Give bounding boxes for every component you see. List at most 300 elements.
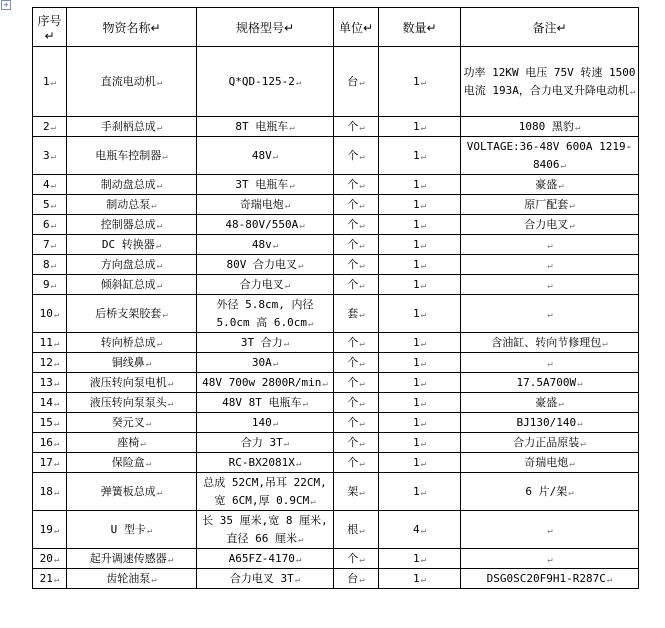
paragraph-mark: ↵ xyxy=(156,338,163,349)
table-row xyxy=(33,453,639,473)
paragraph-mark: ↵ xyxy=(359,122,365,133)
paragraph-mark: ↵ xyxy=(560,160,566,171)
cell-text: 14 xyxy=(39,395,53,409)
cell-name xyxy=(67,255,197,275)
cell-spec xyxy=(197,511,334,549)
paragraph-mark: ↵ xyxy=(53,525,60,536)
paragraph-mark: ↵ xyxy=(420,458,427,469)
table-row xyxy=(33,393,639,413)
cell-text: 座椅 xyxy=(117,435,140,449)
paragraph-mark: ↵ xyxy=(420,554,427,565)
cell-text: 方向盘总成 xyxy=(100,257,156,271)
cell-text: 奇瑞电炮 xyxy=(239,197,284,211)
paragraph-mark: ↵ xyxy=(359,438,365,449)
cell-text: 架 xyxy=(347,484,359,498)
cell-text: 1 xyxy=(412,415,420,429)
cell-qty xyxy=(379,275,461,295)
cell-text: 3T 合力 xyxy=(240,335,283,349)
paragraph-mark: ↵ xyxy=(53,358,60,369)
cell-text: 后桥支架胶套 xyxy=(95,306,162,320)
cell-text: 个 xyxy=(347,177,359,191)
cell-seq xyxy=(33,275,67,295)
paragraph-mark: ↵ xyxy=(50,200,57,211)
cell-text: 1 xyxy=(412,197,420,211)
paragraph-mark: ↵ xyxy=(50,260,57,271)
cell-qty xyxy=(379,175,461,195)
cell-note xyxy=(461,473,639,511)
header-unit: 单位↵ xyxy=(334,8,379,47)
header-name: 物资名称↵ xyxy=(67,8,197,47)
cell-unit xyxy=(334,215,379,235)
cell-text: 个 xyxy=(347,257,359,271)
paragraph-mark: ↵ xyxy=(547,280,553,291)
cell-text: 30A xyxy=(251,355,272,369)
paragraph-mark: ↵ xyxy=(547,309,553,320)
cell-text: 8 xyxy=(42,257,50,271)
cell-qty xyxy=(379,569,461,589)
cell-text: 48V 8T 电瓶车 xyxy=(222,395,302,409)
cell-text: 13 xyxy=(39,375,53,389)
cell-seq xyxy=(33,569,67,589)
paragraph-mark: ↵ xyxy=(558,398,564,409)
header-qty: 数量↵ xyxy=(379,8,461,47)
cell-text: 癸元叉 xyxy=(111,415,145,429)
cell-text: 台 xyxy=(347,571,359,585)
cell-text: 个 xyxy=(347,148,359,162)
paragraph-mark: ↵ xyxy=(289,122,295,133)
cell-seq xyxy=(33,453,67,473)
cell-note xyxy=(461,413,639,433)
cell-name xyxy=(67,413,197,433)
cell-text: 个 xyxy=(347,435,359,449)
cell-qty xyxy=(379,47,461,117)
cell-spec xyxy=(197,47,334,117)
cell-text: 外径 5.8cm, 内径 5.0cm 高 6.0cm xyxy=(216,297,314,329)
cell-unit xyxy=(334,137,379,175)
cell-text: 3 xyxy=(42,148,50,162)
paragraph-mark: ↵ xyxy=(569,458,575,469)
table-row xyxy=(33,433,639,453)
cell-name xyxy=(67,215,197,235)
cell-seq xyxy=(33,117,67,137)
paragraph-mark: ↵ xyxy=(602,338,608,349)
cell-text: 4 xyxy=(412,522,420,536)
cell-spec xyxy=(197,235,334,255)
paragraph-mark: ↵ xyxy=(289,180,295,191)
cell-seq xyxy=(33,373,67,393)
table-row xyxy=(33,569,639,589)
paragraph-mark: ↵ xyxy=(359,151,365,162)
cell-note xyxy=(461,511,639,549)
cell-name xyxy=(67,333,197,353)
paragraph-mark: ↵ xyxy=(420,525,427,536)
cell-text: 液压转向泵泵头 xyxy=(89,395,167,409)
cell-note xyxy=(461,453,639,473)
cell-text: 合力电叉 xyxy=(524,217,569,231)
paragraph-mark: ↵ xyxy=(359,574,365,585)
paragraph-mark: ↵ xyxy=(156,180,163,191)
cell-note xyxy=(461,569,639,589)
paragraph-mark: ↵ xyxy=(547,525,553,536)
paragraph-mark: ↵ xyxy=(580,438,586,449)
cell-text: 1 xyxy=(412,335,420,349)
cell-note xyxy=(461,295,639,333)
paragraph-mark: ↵ xyxy=(272,358,279,369)
table-row xyxy=(33,549,639,569)
paragraph-mark: ↵ xyxy=(272,240,279,251)
paragraph-mark: ↵ xyxy=(295,554,302,565)
table-row xyxy=(33,195,639,215)
cell-name xyxy=(67,235,197,255)
cell-text: 合力电叉 3T xyxy=(229,571,294,585)
cell-text: 转向桥总成 xyxy=(100,335,156,349)
cell-text: 1 xyxy=(412,571,420,585)
cell-name xyxy=(67,569,197,589)
cell-text: 套 xyxy=(347,306,359,320)
cell-unit xyxy=(334,255,379,275)
cell-text: 1 xyxy=(412,395,420,409)
cell-unit xyxy=(334,473,379,511)
paragraph-mark: ↵ xyxy=(420,487,427,498)
cell-qty xyxy=(379,413,461,433)
cell-text: VOLTAGE:36-48V 600A 1219-8406 xyxy=(466,139,633,171)
cell-unit xyxy=(334,353,379,373)
cell-spec xyxy=(197,393,334,413)
paragraph-mark: ↵ xyxy=(284,200,291,211)
cell-seq xyxy=(33,473,67,511)
cell-unit xyxy=(334,195,379,215)
cell-text: 奇瑞电炮 xyxy=(524,455,569,469)
cell-seq xyxy=(33,195,67,215)
cell-text: 140 xyxy=(251,415,272,429)
cell-spec xyxy=(197,175,334,195)
table-row xyxy=(33,373,639,393)
header-spec: 规格型号↵ xyxy=(197,8,334,47)
cell-text: 1 xyxy=(412,455,420,469)
paragraph-mark: ↵ xyxy=(577,378,583,389)
paragraph-mark: ↵ xyxy=(420,200,427,211)
cell-seq xyxy=(33,511,67,549)
cell-seq xyxy=(33,215,67,235)
cell-text: 1 xyxy=(412,119,420,133)
cell-spec xyxy=(197,117,334,137)
paragraph-mark: ↵ xyxy=(151,200,157,211)
cell-seq xyxy=(33,175,67,195)
cell-qty xyxy=(379,195,461,215)
paragraph-mark: ↵ xyxy=(569,220,575,231)
cell-text: 80V 合力电叉 xyxy=(226,257,298,271)
cell-text: Q*QD-125-2 xyxy=(228,74,295,88)
cell-note xyxy=(461,433,639,453)
cell-text: 48v xyxy=(251,237,272,251)
cell-qty xyxy=(379,295,461,333)
cell-qty xyxy=(379,433,461,453)
cell-text: 制动盘总成 xyxy=(100,177,156,191)
header-seq: 序号↵ xyxy=(33,8,67,47)
cell-text: 个 xyxy=(347,395,359,409)
cell-text: 1 xyxy=(412,148,420,162)
cell-text: 个 xyxy=(347,335,359,349)
cell-seq xyxy=(33,137,67,175)
cell-name xyxy=(67,195,197,215)
paragraph-mark: ↵ xyxy=(167,378,174,389)
cell-note xyxy=(461,549,639,569)
paragraph-mark: ↵ xyxy=(156,220,163,231)
paragraph-mark: ↵ xyxy=(53,438,60,449)
cell-text: 液压转向泵电机 xyxy=(89,375,167,389)
cell-name xyxy=(67,117,197,137)
cell-spec xyxy=(197,453,334,473)
cell-text: 12 xyxy=(39,355,53,369)
cell-text: RC-BX2081X xyxy=(228,455,295,469)
cell-qty xyxy=(379,511,461,549)
paragraph-mark: ↵ xyxy=(156,122,163,133)
cell-text: 铜线鼻 xyxy=(111,355,145,369)
paragraph-mark: ↵ xyxy=(359,200,365,211)
cell-seq xyxy=(33,353,67,373)
table-row xyxy=(33,215,639,235)
paragraph-mark: ↵ xyxy=(547,554,553,565)
cell-unit xyxy=(334,453,379,473)
cell-text: 3T 电瓶车 xyxy=(235,177,289,191)
paragraph-mark: ↵ xyxy=(359,358,365,369)
cell-spec xyxy=(197,373,334,393)
paragraph-mark: ↵ xyxy=(53,338,60,349)
cell-seq xyxy=(33,393,67,413)
cell-name xyxy=(67,473,197,511)
cell-text: 1 xyxy=(412,484,420,498)
cell-text: 手刹柄总成 xyxy=(100,119,156,133)
cell-text: 总成 52CM,吊耳 22CM, 宽 6CM,厚 0.9CM xyxy=(203,475,327,507)
table-move-handle-icon[interactable]: + xyxy=(1,0,11,10)
paragraph-mark: ↵ xyxy=(50,151,57,162)
paragraph-mark: ↵ xyxy=(420,260,427,271)
cell-spec xyxy=(197,275,334,295)
cell-name xyxy=(67,549,197,569)
paragraph-mark: ↵ xyxy=(53,487,60,498)
cell-text: 倾斜缸总成 xyxy=(100,277,156,291)
cell-qty xyxy=(379,215,461,235)
cell-text: 1 xyxy=(412,355,420,369)
cell-qty xyxy=(379,393,461,413)
paragraph-mark: ↵ xyxy=(359,220,365,231)
paragraph-mark: ↵ xyxy=(629,86,636,97)
paragraph-mark: ↵ xyxy=(298,534,304,545)
table-row xyxy=(33,295,639,333)
cell-note xyxy=(461,353,639,373)
paragraph-mark: ↵ xyxy=(359,418,365,429)
cell-text: 9 xyxy=(42,277,50,291)
paragraph-mark: ↵ xyxy=(420,338,427,349)
cell-text: 个 xyxy=(347,415,359,429)
paragraph-mark: ↵ xyxy=(272,418,279,429)
cell-note xyxy=(461,275,639,295)
paragraph-mark: ↵ xyxy=(156,260,163,271)
cell-text: 豪盛 xyxy=(535,395,558,409)
cell-text: 1 xyxy=(412,551,420,565)
paragraph-mark: ↵ xyxy=(308,318,314,329)
cell-text: 控制器总成 xyxy=(100,217,156,231)
cell-spec xyxy=(197,215,334,235)
cell-text: DC 转换器 xyxy=(101,237,155,251)
cell-seq xyxy=(33,413,67,433)
paragraph-mark: ↵ xyxy=(50,240,57,251)
cell-text: 48V xyxy=(251,148,272,162)
paragraph-mark: ↵ xyxy=(359,280,365,291)
paragraph-mark: ↵ xyxy=(606,574,613,585)
cell-name xyxy=(67,453,197,473)
paragraph-mark: ↵ xyxy=(50,220,57,231)
cell-text: 个 xyxy=(347,455,359,469)
cell-text: 1080 黑豹 xyxy=(518,119,574,133)
paragraph-mark: ↵ xyxy=(574,122,581,133)
cell-text: 个 xyxy=(347,551,359,565)
cell-text: 11 xyxy=(39,335,53,349)
cell-text: 17 xyxy=(39,455,53,469)
cell-text: 台 xyxy=(347,74,359,88)
paragraph-mark: ↵ xyxy=(299,220,305,231)
table-row xyxy=(33,47,639,117)
paragraph-mark: ↵ xyxy=(50,122,57,133)
cell-text: 电瓶车控制器 xyxy=(95,148,162,162)
cell-text: 制动总泵 xyxy=(106,197,151,211)
paragraph-mark: ↵ xyxy=(359,338,365,349)
cell-text: 个 xyxy=(347,237,359,251)
cell-text: 个 xyxy=(347,197,359,211)
paragraph-mark: ↵ xyxy=(156,280,163,291)
cell-qty xyxy=(379,453,461,473)
cell-spec xyxy=(197,433,334,453)
paragraph-mark: ↵ xyxy=(295,458,302,469)
paragraph-mark: ↵ xyxy=(302,398,308,409)
cell-qty xyxy=(379,353,461,373)
cell-text: 8T 电瓶车 xyxy=(235,119,289,133)
cell-text: 起升调速传感器 xyxy=(89,551,167,565)
table-row xyxy=(33,275,639,295)
cell-text: 保险盒 xyxy=(111,455,145,469)
cell-note xyxy=(461,393,639,413)
cell-qty xyxy=(379,137,461,175)
cell-text: 6 xyxy=(42,217,50,231)
cell-spec xyxy=(197,413,334,433)
cell-seq xyxy=(33,333,67,353)
cell-spec xyxy=(197,255,334,275)
table-row xyxy=(33,235,639,255)
cell-unit xyxy=(334,433,379,453)
cell-unit xyxy=(334,275,379,295)
paragraph-mark: ↵ xyxy=(53,574,60,585)
table-row xyxy=(33,255,639,275)
cell-text: 1 xyxy=(42,74,50,88)
cell-note xyxy=(461,215,639,235)
cell-text: 合力正品原装 xyxy=(513,435,580,449)
cell-text: 7 xyxy=(42,237,50,251)
cell-text: 1 xyxy=(412,177,420,191)
cell-text: U 型卡 xyxy=(110,522,146,536)
cell-unit xyxy=(334,569,379,589)
cell-text: DSG0SC20F9H1-R287C xyxy=(486,571,606,585)
cell-seq xyxy=(33,255,67,275)
cell-note xyxy=(461,137,639,175)
paragraph-mark: ↵ xyxy=(420,220,427,231)
paragraph-mark: ↵ xyxy=(547,358,553,369)
cell-qty xyxy=(379,333,461,353)
paragraph-mark: ↵ xyxy=(167,554,174,565)
cell-note xyxy=(461,47,639,117)
table-row xyxy=(33,117,639,137)
cell-text: 个 xyxy=(347,119,359,133)
cell-qty xyxy=(379,117,461,137)
paragraph-mark: ↵ xyxy=(50,77,57,88)
cell-unit xyxy=(334,295,379,333)
paragraph-mark: ↵ xyxy=(420,77,427,88)
cell-spec xyxy=(197,549,334,569)
paragraph-mark: ↵ xyxy=(359,240,365,251)
table-row xyxy=(33,137,639,175)
paragraph-mark: ↵ xyxy=(420,418,427,429)
paragraph-mark: ↵ xyxy=(359,487,365,498)
cell-name xyxy=(67,373,197,393)
cell-unit xyxy=(334,235,379,255)
cell-text: 功率 12KW 电压 75V 转速 1500 电流 193A，合力电叉升降电动机 xyxy=(463,65,636,97)
cell-text: 20 xyxy=(39,551,53,565)
paragraph-mark: ↵ xyxy=(283,438,290,449)
cell-text: 个 xyxy=(347,217,359,231)
cell-text: 个 xyxy=(347,277,359,291)
paragraph-mark: ↵ xyxy=(145,458,152,469)
cell-unit xyxy=(334,47,379,117)
cell-spec xyxy=(197,569,334,589)
cell-spec xyxy=(197,137,334,175)
cell-spec xyxy=(197,295,334,333)
paragraph-mark: ↵ xyxy=(140,438,146,449)
paragraph-mark: ↵ xyxy=(359,77,365,88)
header-note: 备注↵ xyxy=(461,8,639,47)
cell-unit xyxy=(334,549,379,569)
paragraph-mark: ↵ xyxy=(359,260,365,271)
cell-text: 19 xyxy=(39,522,53,536)
cell-spec xyxy=(197,333,334,353)
cell-text: 1 xyxy=(412,74,420,88)
cell-unit xyxy=(334,393,379,413)
cell-unit xyxy=(334,117,379,137)
cell-qty xyxy=(379,235,461,255)
cell-qty xyxy=(379,373,461,393)
paragraph-mark: ↵ xyxy=(359,458,365,469)
paragraph-mark: ↵ xyxy=(547,260,553,271)
cell-text: 个 xyxy=(347,355,359,369)
cell-name xyxy=(67,353,197,373)
paragraph-mark: ↵ xyxy=(420,309,427,320)
paragraph-mark: ↵ xyxy=(295,77,302,88)
paragraph-mark: ↵ xyxy=(156,77,163,88)
cell-name xyxy=(67,393,197,413)
paragraph-mark: ↵ xyxy=(145,358,152,369)
cell-spec xyxy=(197,195,334,215)
cell-text: 弹簧板总成 xyxy=(100,484,156,498)
paragraph-mark: ↵ xyxy=(145,418,152,429)
paragraph-mark: ↵ xyxy=(53,309,60,320)
cell-seq xyxy=(33,433,67,453)
cell-text: 4 xyxy=(42,177,50,191)
paragraph-mark: ↵ xyxy=(558,180,564,191)
cell-text: 个 xyxy=(347,375,359,389)
cell-text: 48-80V/550A xyxy=(225,217,299,231)
cell-spec xyxy=(197,353,334,373)
paragraph-mark: ↵ xyxy=(577,418,583,429)
paragraph-mark: ↵ xyxy=(53,378,60,389)
cell-name xyxy=(67,175,197,195)
